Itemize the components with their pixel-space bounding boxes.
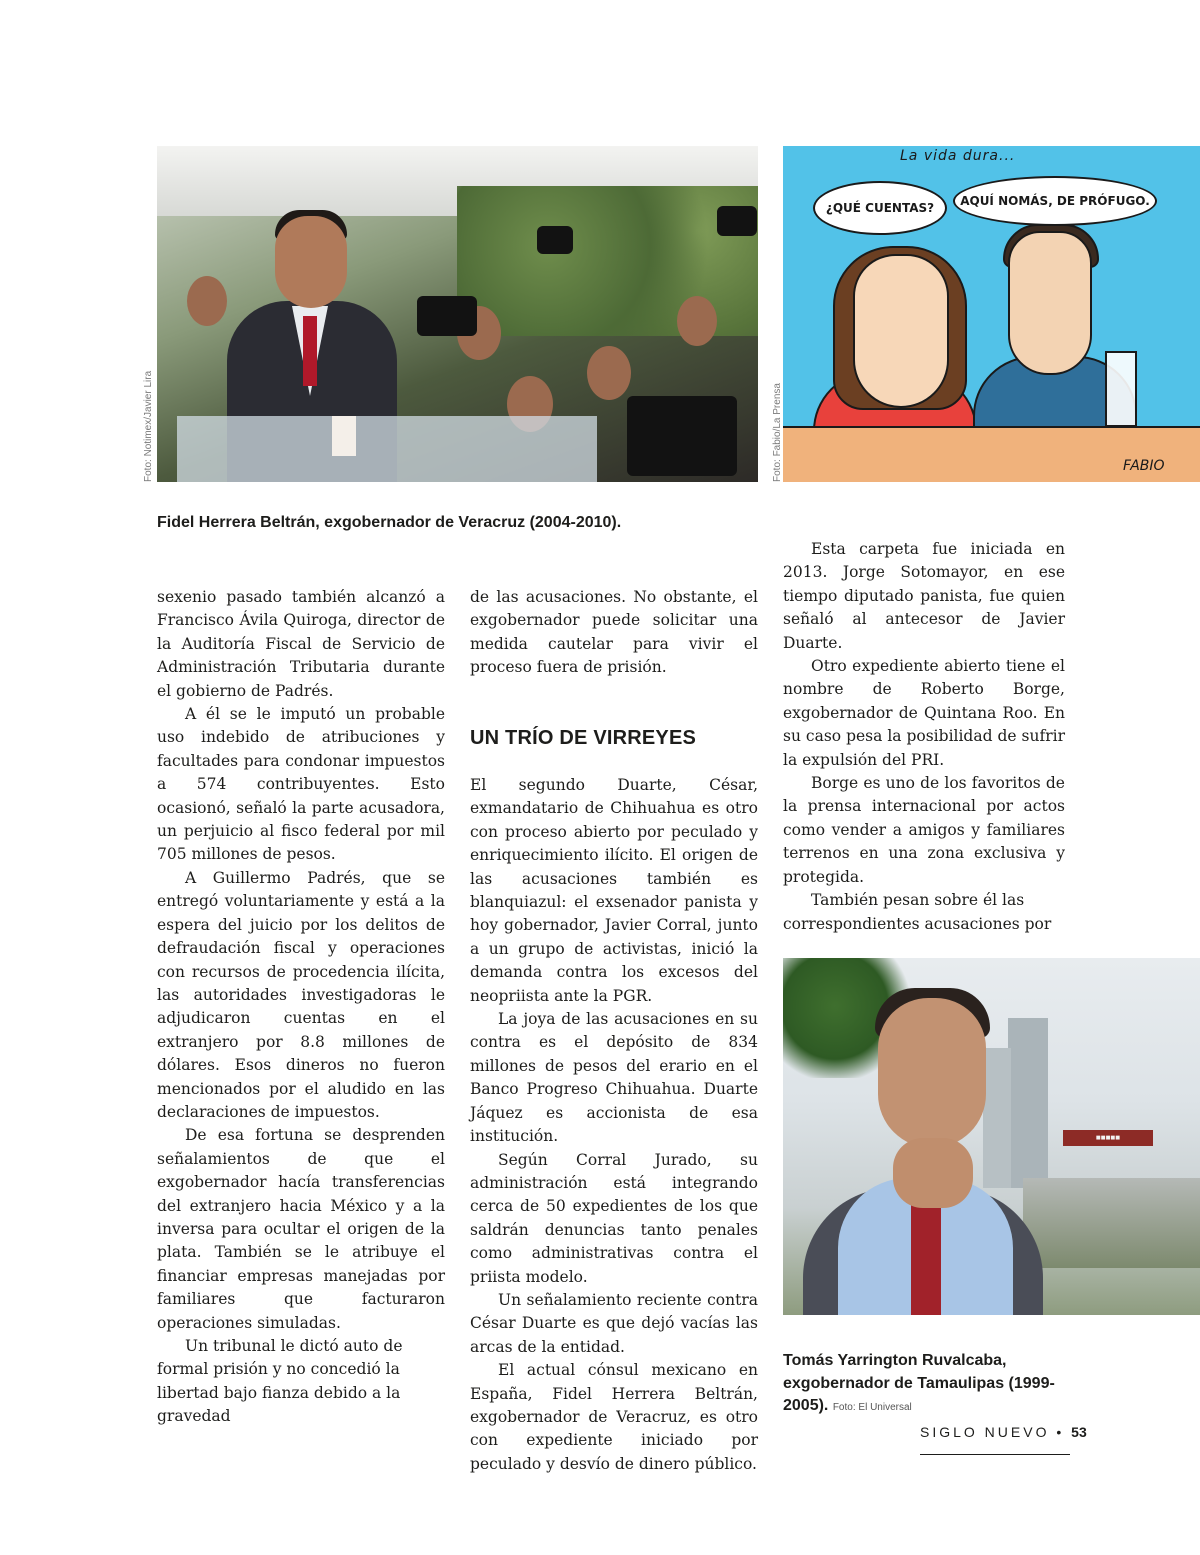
paragraph: El actual cónsul mexicano en España, Fidel Herrera Beltrán, exgobernador de Veracruz, es otro con expediente iniciado por peculado y desvío de dinero público.	[470, 1361, 758, 1473]
paragraph: También pesan sobre él las correspondientes acusaciones por	[783, 891, 1052, 933]
billboard: ■■■■■	[1063, 1130, 1153, 1146]
paragraph: Un tribunal le dictó auto de formal prisión y no concedió la libertad bajo fianza debido a la gravedad	[157, 1337, 403, 1426]
separator-dot: •	[1056, 1424, 1065, 1440]
magazine-name: SIGLO NUEVO	[920, 1424, 1050, 1440]
page-number: 53	[1071, 1424, 1087, 1440]
paragraph: Borge es uno de los favoritos de la prensa internacional por actos como vender a amigos y familiares terrenos en una zona exclusiva y protegida.	[783, 774, 1065, 886]
paragraph: sexenio pasado también alcanzó a Francisco Ávila Quiroga, director de la Auditoría Fiscal de Servicio de Administración Tributaria durante el gobierno de Padrés.	[157, 588, 445, 700]
cartoon-title: La vida dura...	[900, 148, 1016, 164]
paragraph: Un señalamiento reciente contra César Duarte es que dejó vacías las arcas de la entidad.	[470, 1290, 758, 1356]
paragraph: de las acusaciones. No obstante, el exgobernador puede solicitar una medida cautelar para vivir el proceso fuera de prisión.	[470, 588, 758, 677]
cartoon-credit: Foto: Fabio/La Prensa	[772, 383, 783, 482]
article-column-1	[157, 586, 445, 1429]
paragraph: De esa fortuna se desprenden señalamientos de que el exgobernador hacía transferencias del extranjero hacia México y a la inversa para ocultar el origen de la plata. También se le atribuye el financiar empresas manejadas por familiares que facturaron operaciones simuladas.	[157, 1126, 445, 1332]
cartoonist-signature: FABIO	[1123, 458, 1165, 474]
photo-caption	[783, 1350, 1063, 1420]
section-heading: UN TRÍO DE VIRREYES	[470, 727, 697, 749]
photo-tomas-yarrington	[783, 958, 1200, 1315]
article-column-3	[783, 538, 1065, 936]
photo-fidel-herrera-voting	[157, 146, 758, 482]
paragraph: Otro expediente abierto tiene el nombre de Roberto Borge, exgobernador de Quintana Roo. En su caso pesa la posibilidad de sufrir la expulsión del PRI.	[783, 657, 1065, 769]
speech-bubble-right: AQUÍ NOMÁS, DE PRÓFUGO.	[953, 176, 1157, 226]
photo-caption: Fidel Herrera Beltrán, exgobernador de Veracruz (2004-2010).	[157, 514, 622, 531]
article-column-2	[470, 586, 758, 680]
page-footer	[920, 1424, 1087, 1440]
photo-credit: Foto: Notimex/Javier Lira	[143, 370, 154, 482]
paragraph: A Guillermo Padrés, que se entregó voluntariamente y está a la espera del juicio por los delitos de defraudación fiscal y operaciones con recursos de procedencia ilícita, las autoridades investigadoras le adjudicaron cuentas en el extranjero por 8.8 millones de dólares. Esos dineros no fueron mencionados por el aludido en las declaraciones de impuestos.	[157, 868, 445, 1121]
footer-rule	[920, 1454, 1070, 1455]
paragraph: Según Corral Jurado, su administración está integrando cerca de 50 expedientes de los que saldrán denuncias tanto penales como administrativas contra el priista modelo.	[470, 1150, 758, 1286]
paragraph: A él se le imputó un probable uso indebido de atribuciones y facultades para condonar impuestos a 574 contribuyentes. Esto ocasionó, señaló la parte acusadora, un perjuicio al fisco federal por mil 705 millones de pesos.	[157, 705, 445, 864]
paragraph: El segundo Duarte, César, exmandatario de Chihuahua es otro con proceso abierto por peculado y enriquecimiento ilícito. El origen de las acusaciones también es blanquiazul: el exsenador panista y hoy gobernador, Javier Corral, junto a un grupo de activistas, inició la demanda contra los excesos del neopriista ante la PGR.	[470, 776, 758, 1005]
caption-text: Tomás Yarrington Ruvalcaba, exgobernador de Tamaulipas (1999-2005).	[783, 1352, 1055, 1414]
article-column-2-continued	[470, 774, 758, 1476]
paragraph: La joya de las acusaciones en su contra es el depósito de 834 millones de pesos del erario en el Banco Progreso Chihuahua. Duarte Jáquez es accionista de esa institución.	[470, 1010, 758, 1146]
speech-bubble-left: ¿QUÉ CUENTAS?	[813, 181, 947, 235]
political-cartoon	[783, 146, 1200, 482]
photo-credit: Foto: El Universal	[832, 1402, 912, 1413]
paragraph: Esta carpeta fue iniciada en 2013. Jorge Sotomayor, en ese tiempo diputado panista, fue quien señaló al antecesor de Javier Duarte.	[783, 540, 1065, 652]
